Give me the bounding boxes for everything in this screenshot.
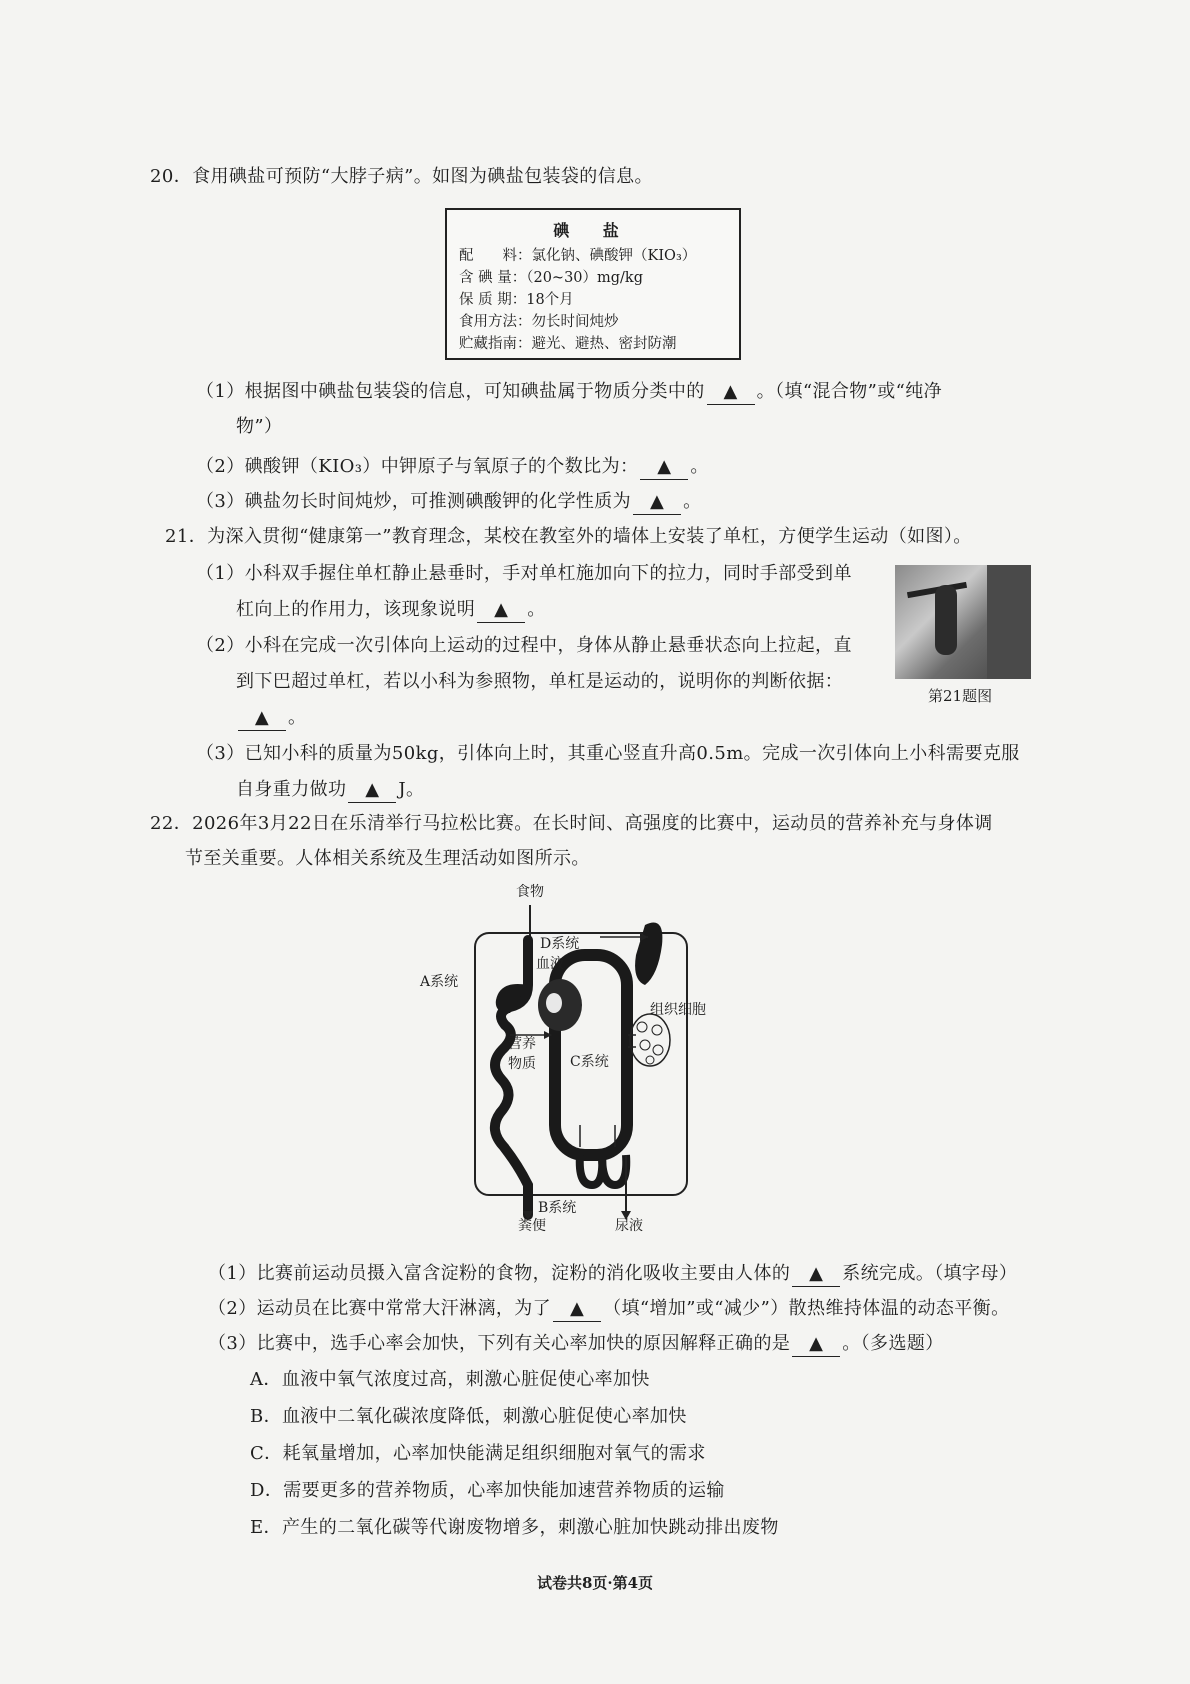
q22-part3: （3）比赛中，选手心率会加快，下列有关心率加快的原因解释正确的是 ▲ 。（多选题） bbox=[208, 1332, 944, 1357]
answer-blank: ▲ bbox=[477, 598, 525, 623]
option-b: B．血液中二氧化碳浓度降低，刺激心脏促使心率加快 bbox=[250, 1406, 687, 1427]
q21-part2-cont: 到下巴超过单杠，若以小科为参照物，单杠是运动的，说明你的判断依据： bbox=[236, 671, 844, 692]
q20-part1-cont: 物”） bbox=[236, 416, 283, 437]
label-nutrient-1: 营养 bbox=[508, 1036, 536, 1052]
option-a: A．血液中氧气浓度过高，刺激心脏促使心率加快 bbox=[250, 1369, 650, 1390]
pull-up-bar-photo bbox=[895, 565, 1031, 679]
figure-21-caption: 第21题图 bbox=[928, 687, 993, 705]
answer-blank: ▲ bbox=[238, 706, 286, 731]
q21-part3: （3）已知小科的质量为50kg，引体向上时，其重心竖直升高0.5m。完成一次引体向上小科需要克服 bbox=[196, 743, 1020, 764]
label-d-system: D系统 bbox=[540, 936, 580, 952]
label-feces: 粪便 bbox=[518, 1218, 546, 1234]
label-nutrient-2: 物质 bbox=[508, 1056, 536, 1072]
label-a-system: A系统 bbox=[420, 974, 459, 990]
q21-part2-answer: ▲ 。 bbox=[236, 706, 306, 731]
answer-blank: ▲ bbox=[633, 490, 681, 515]
answer-blank: ▲ bbox=[792, 1262, 840, 1287]
label-row-shelf-life: 保 质 期：18个月 bbox=[459, 292, 574, 308]
answer-blank: ▲ bbox=[348, 778, 396, 803]
answer-blank: ▲ bbox=[640, 455, 688, 480]
page-footer: 试卷共8页·第4页 bbox=[536, 1574, 654, 1592]
label-c-system: C系统 bbox=[570, 1054, 609, 1070]
q21-part1-cont: 杠向上的作用力，该现象说明 ▲ 。 bbox=[236, 598, 546, 623]
label-tissue-cells: 组织细胞 bbox=[650, 1002, 706, 1018]
q22-part1: （1）比赛前运动员摄入富含淀粉的食物，淀粉的消化吸收主要由人体的 ▲ 系统完成。（填字母） bbox=[208, 1262, 1017, 1287]
human-systems-diagram bbox=[400, 885, 710, 1245]
q20-part3: （3）碘盐勿长时间炖炒，可推测碘酸钾的化学性质为 ▲ 。 bbox=[196, 490, 701, 515]
q21-stem: 21．为深入贯彻“健康第一”教育理念，某校在教室外的墙体上安装了单杠，方便学生运动（如图）。 bbox=[165, 526, 972, 547]
q20-part2: （2）碘酸钾（KIO₃）中钾原子与氧原子的个数比为： ▲ 。 bbox=[196, 455, 709, 480]
q22-stem: 22．2026年3月22日在乐清举行马拉松比赛。在长时间、高强度的比赛中，运动员的营养补充与身体调 bbox=[150, 813, 993, 834]
label-row-storage: 贮藏指南：避光、避热、密封防潮 bbox=[459, 336, 677, 352]
q22-stem-cont: 节至关重要。人体相关系统及生理活动如图所示。 bbox=[185, 848, 590, 869]
label-food: 食物 bbox=[516, 884, 544, 900]
q22-part2: （2）运动员在比赛中常常大汗淋漓，为了 ▲ （填“增加”或“减少”）散热维持体温的动态平衡。 bbox=[208, 1297, 1009, 1322]
q20-part1: （1）根据图中碘盐包装袋的信息，可知碘盐属于物质分类中的 ▲ 。（填“混合物”或“纯净 bbox=[196, 380, 942, 405]
q21-part1: （1）小科双手握住单杠静止悬垂时，手对单杠施加向下的拉力，同时手部受到单 bbox=[196, 563, 852, 584]
answer-blank: ▲ bbox=[707, 380, 755, 405]
label-row-iodine-content: 含 碘 量：（20~30）mg/kg bbox=[459, 270, 644, 286]
iodized-salt-label bbox=[445, 208, 741, 360]
label-row-usage: 食用方法：勿长时间炖炒 bbox=[459, 314, 619, 330]
option-e: E．产生的二氧化碳等代谢废物增多，刺激心脏加快跳动排出废物 bbox=[250, 1517, 779, 1538]
answer-blank: ▲ bbox=[792, 1332, 840, 1357]
label-urine: 尿液 bbox=[615, 1218, 643, 1234]
q21-part2: （2）小科在完成一次引体向上运动的过程中，身体从静止悬垂状态向上拉起，直 bbox=[196, 635, 852, 656]
label-b-system: B系统 bbox=[538, 1200, 577, 1216]
label-row-ingredients: 配 料：氯化钠、碘酸钾（KIO₃） bbox=[459, 248, 697, 264]
option-c: C．耗氧量增加，心率加快能满足组织细胞对氧气的需求 bbox=[250, 1443, 706, 1464]
label-title: 碘 盐 bbox=[553, 221, 633, 240]
label-blood: 血液 bbox=[536, 956, 564, 972]
q20-stem: 20．食用碘盐可预防“大脖子病”。如图为碘盐包装袋的信息。 bbox=[150, 166, 653, 187]
option-d: D．需要更多的营养物质，心率加快能加速营养物质的运输 bbox=[250, 1480, 725, 1501]
q21-part3-cont: 自身重力做功 ▲ J。 bbox=[236, 778, 424, 803]
answer-blank: ▲ bbox=[553, 1297, 601, 1322]
